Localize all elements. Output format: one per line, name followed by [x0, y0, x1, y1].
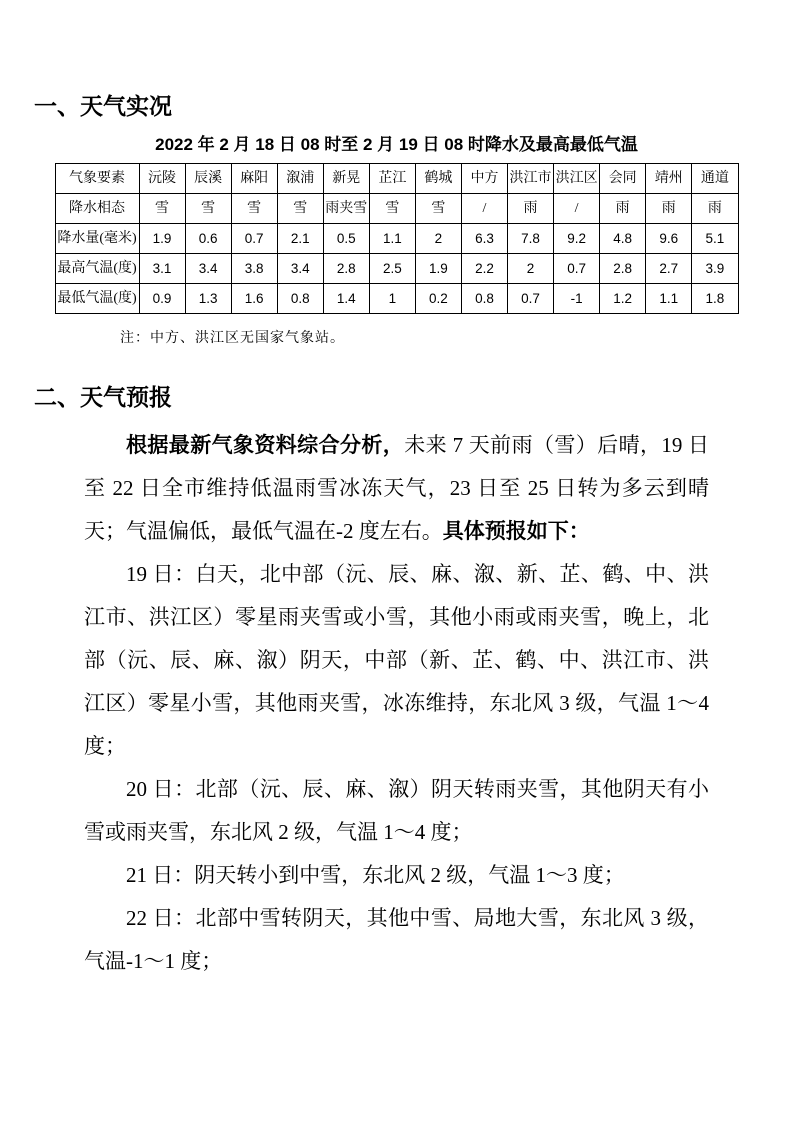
table-header-cell: 溆浦 — [277, 164, 323, 194]
table-cell: 雪 — [415, 194, 461, 224]
forecast-day-21: 21 日：阴天转小到中雪，东北风 2 级，气温 1～3 度； — [126, 863, 625, 887]
table-cell: 0.7 — [508, 284, 554, 314]
table-header-cell: 沅陵 — [139, 164, 185, 194]
table-cell: 2.8 — [600, 254, 646, 284]
table-cell: 雨 — [508, 194, 554, 224]
forecast-day-20: 20 日：北部（沅、辰、麻、溆）阴天转雨夹雪，其他阴天有小雪或雨夹雪，东北风 2 级，气温 1～4 度； — [84, 777, 709, 844]
intro-bold-lead: 根据最新气象资料综合分析， — [126, 434, 405, 457]
table-cell: 2 — [415, 224, 461, 254]
table-cell: 2.7 — [646, 254, 692, 284]
table-cell: 1.9 — [415, 254, 461, 284]
table-cell: 3.8 — [231, 254, 277, 284]
table-cell: 1.3 — [185, 284, 231, 314]
row-label: 降水相态 — [55, 194, 139, 224]
table-cell: 1 — [369, 284, 415, 314]
table-cell: 0.7 — [554, 254, 600, 284]
forecast-day-22: 22 日：北部中雪转阴天，其他中雪、局地大雪，东北风 3 级，气温-1～1 度； — [84, 906, 709, 973]
table-cell: 2.5 — [369, 254, 415, 284]
table-cell: 3.4 — [185, 254, 231, 284]
table-cell: 1.2 — [600, 284, 646, 314]
table-header-cell: 靖州 — [646, 164, 692, 194]
intro-bold-tail: 具体预报如下： — [442, 520, 590, 543]
table-cell: 3.4 — [277, 254, 323, 284]
table-cell: / — [554, 194, 600, 224]
table-cell: 3.1 — [139, 254, 185, 284]
table-header-cell: 麻阳 — [231, 164, 277, 194]
table-cell: 1.1 — [646, 284, 692, 314]
table-cell: 0.8 — [277, 284, 323, 314]
table-header-cell: 鹤城 — [415, 164, 461, 194]
table-cell: 9.6 — [646, 224, 692, 254]
forecast-day-19: 19 日：白天，北中部（沅、辰、麻、溆、新、芷、鹤、中、洪江市、洪江区）零星雨夹雪或小雪，其他小雨或雨夹雪，晚上，北部（沅、辰、麻、溆）阴天，中部（新、芷、鹤、中、洪江市、洪江区）零星小雪，其他雨夹雪，冰冻维持，东北风 3 级，气温 1～4 度； — [84, 562, 709, 758]
table-cell: 0.9 — [139, 284, 185, 314]
table-cell: 7.8 — [508, 224, 554, 254]
table-header-cell: 新晃 — [323, 164, 369, 194]
row-label: 最高气温(度) — [55, 254, 139, 284]
row-label: 最低气温(度) — [55, 284, 139, 314]
table-row-precip-phase — [55, 194, 738, 224]
table-cell: 2 — [508, 254, 554, 284]
section1-heading: 一、天气实况 — [34, 93, 172, 119]
table-cell: 雪 — [185, 194, 231, 224]
table-cell: 5.1 — [692, 224, 738, 254]
table-header-cell: 芷江 — [369, 164, 415, 194]
table-cell: -1 — [554, 284, 600, 314]
table-cell: 雪 — [139, 194, 185, 224]
table-header-cell: 洪江市 — [508, 164, 554, 194]
table-cell: 雪 — [369, 194, 415, 224]
forecast-intro-paragraph — [84, 424, 709, 553]
table-cell: 1.8 — [692, 284, 738, 314]
weather-table — [55, 163, 739, 314]
table-header-cell: 中方 — [461, 164, 507, 194]
table-cell: 0.2 — [415, 284, 461, 314]
intro-body-text: 未来 7 天前雨（雪）后晴，19 日至 22 日全市维持低温雨雪冰冻天气，23 日至 25 日转为多云到晴天；气温偏低，最低气温在-2 度左右。 — [84, 433, 710, 543]
table-cell: 1.9 — [139, 224, 185, 254]
table-cell: 雨夹雪 — [323, 194, 369, 224]
row-label: 降水量(毫米) — [55, 224, 139, 254]
table-header-cell: 通道 — [692, 164, 738, 194]
table-cell: 1.6 — [231, 284, 277, 314]
table-cell: 2.1 — [277, 224, 323, 254]
table-cell: 雪 — [277, 194, 323, 224]
table-cell: 1.1 — [369, 224, 415, 254]
table-title: 2022 年 2 月 18 日 08 时至 2 月 19 日 08 时降水及最高最低气温 — [155, 135, 638, 154]
table-note: 注：中方、洪江区无国家气象站。 — [120, 331, 345, 346]
table-cell: 雪 — [231, 194, 277, 224]
table-cell: 9.2 — [554, 224, 600, 254]
table-header-cell: 洪江区 — [554, 164, 600, 194]
table-row-max-temp — [55, 254, 738, 284]
table-cell: 1.4 — [323, 284, 369, 314]
table-cell: 0.7 — [231, 224, 277, 254]
table-row-min-temp — [55, 284, 738, 314]
table-header-cell: 气象要素 — [55, 164, 139, 194]
table-cell: 2.2 — [461, 254, 507, 284]
table-cell: 雨 — [600, 194, 646, 224]
table-header-cell: 会同 — [600, 164, 646, 194]
table-cell: 0.8 — [461, 284, 507, 314]
table-cell: 雨 — [692, 194, 738, 224]
forecast-body — [0, 424, 793, 983]
table-row-precip-amount — [55, 224, 738, 254]
table-header-cell: 辰溪 — [185, 164, 231, 194]
table-cell: 0.6 — [185, 224, 231, 254]
table-cell: 0.5 — [323, 224, 369, 254]
table-header-row — [55, 164, 738, 194]
table-cell: 6.3 — [461, 224, 507, 254]
table-cell: 2.8 — [323, 254, 369, 284]
table-cell: 4.8 — [600, 224, 646, 254]
section2-heading: 二、天气预报 — [34, 384, 172, 410]
table-cell: 3.9 — [692, 254, 738, 284]
table-cell: / — [461, 194, 507, 224]
table-cell: 雨 — [646, 194, 692, 224]
